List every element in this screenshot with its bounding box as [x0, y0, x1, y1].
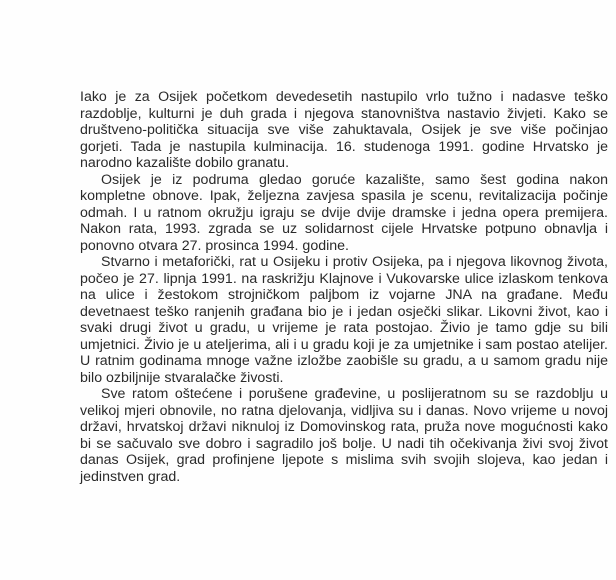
body-text — [80, 89, 608, 485]
paragraph-1: Iako je za Osijek početkom devedesetih nastupilo vrlo tužno i nadasve teško razdoblje, kulturni je duh grada i njegova stanovništva nastavio živjeti. Kako se društveno-politička situacija sve više zahuktavala, Osijek je sve više počinjao gorjeti. Tada je nastupila kulminacija. 16. studenoga 1991. godine Hrvatsko je narodno kazalište dobilo granatu. — [80, 89, 608, 171]
paragraph-2: Osijek je iz podruma gledao goruće kazalište, samo šest godina nakon kompletne obnove. Ipak, željezna zavjesa spasila je scenu, revitalizacija počinje odmah. I u ratnom okružju igraju se dvije dvije dramske i jedna opera premijera. Nakon rata, 1993. zgrada se uz solidarnost cijele Hrvatske potpuno obnavlja i ponovno otvara 27. prosinca 1994. godine. — [80, 171, 608, 254]
paragraph-4: Sve ratom oštećene i porušene građevine, u poslijeratnom su se razdoblju u velikoj mjeri obnovile, no ratna djelovanja, vidljiva su i danas. Novo vrijeme u novoj državi, hrvatskoj državi niknuloj iz Domovinskog rata, pruža nove mogućnosti kako bi se sačuvalo sve dobro i sagradilo još bolje. U nadi tih očekivanja živi svoj život danas Osijek, grad profinjene ljepote s mislima svih svojih slojeva, kao jedan i jedinstven grad. — [80, 386, 608, 485]
paragraph-3: Stvarno i metaforički, rat u Osijeku i protiv Osijeka, pa i njegova likovnog života, počeo je 27. lipnja 1991. na raskrižju Klajnove i Vukovarske ulice izlaskom tenkova na ulice i žestokom strojničkom paljbom iz vojarne JNA na građane. Među devetnaest teško ranjenih građana bio je i jedan osječki slikar. Likovni život, kao i svaki drugi život u gradu, u vrijeme je rata postojao. Živio je tamo gdje su bili umjetnici. Živio je u ateljerima, ali i u gradu koji je za umjetnike i sam postao atelijer. U ratnim godinama mnoge važne izložbe zaobišle su gradu, a u samom gradu nije bilo ozbiljnije stvaralačke živosti. — [80, 254, 608, 386]
